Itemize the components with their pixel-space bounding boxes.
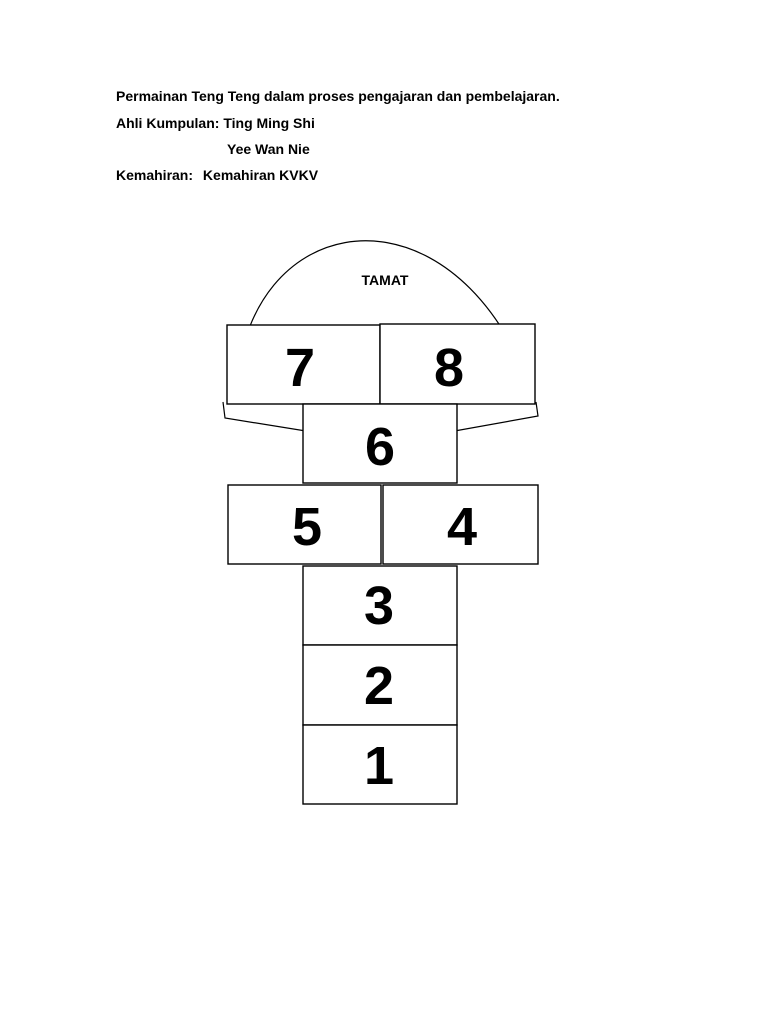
square-5-number: 5 <box>291 497 323 557</box>
member-name-1: Ting Ming Shi <box>223 115 315 131</box>
skill-label: Kemahiran: <box>116 167 194 183</box>
square-7-number: 7 <box>284 338 316 398</box>
skill-value: Kemahiran KVKV <box>202 167 319 183</box>
finish-label: TAMAT <box>361 272 409 288</box>
square-3-number: 3 <box>363 576 395 636</box>
square-6-number: 6 <box>364 417 396 477</box>
square-1-number: 1 <box>363 736 395 796</box>
square-2-number: 2 <box>363 656 395 716</box>
member-name-2: Yee Wan Nie <box>227 141 310 157</box>
group-members-label: Ahli Kumpulan: <box>116 115 220 131</box>
document-title: Permainan Teng Teng dalam proses pengajaran dan pembelajaran. <box>116 88 560 104</box>
square-4-number: 4 <box>446 497 478 557</box>
square-8-number: 8 <box>433 338 465 398</box>
